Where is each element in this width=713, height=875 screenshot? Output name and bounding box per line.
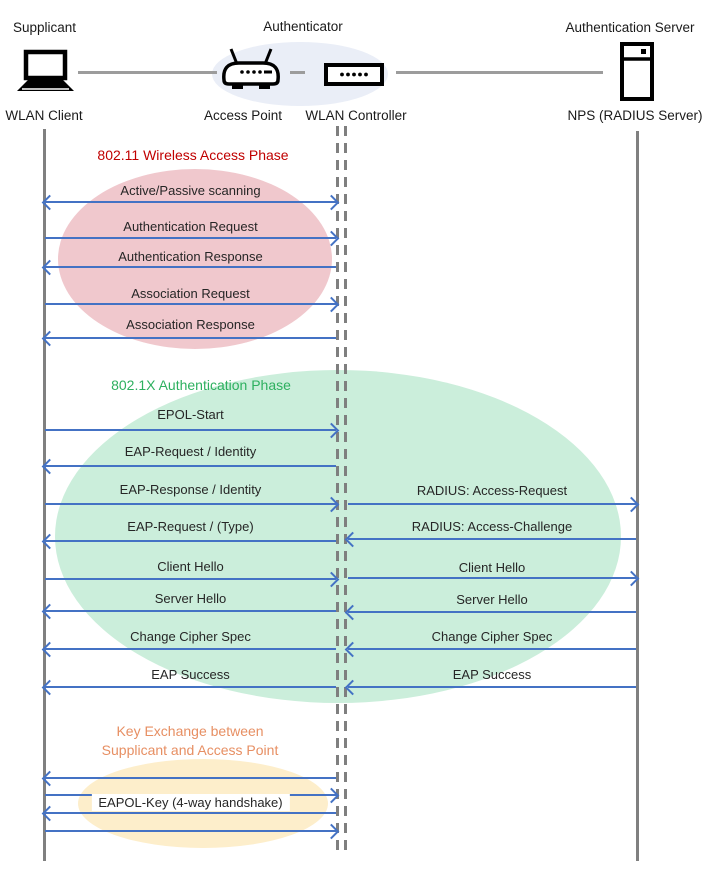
message-arrow [45, 540, 336, 542]
message-label: Association Response [126, 317, 255, 332]
node-wlan-client: WLAN Client [5, 108, 83, 123]
message-arrow [45, 465, 336, 467]
message-label: EAP Success [151, 667, 230, 682]
message-arrow [45, 686, 336, 688]
message-label: RADIUS: Access-Request [416, 483, 568, 498]
message-label: RADIUS: Access-Challenge [411, 519, 573, 534]
message-label: Active/Passive scanning [120, 183, 261, 198]
message-arrow [45, 610, 336, 612]
message-label: Server Hello [456, 592, 528, 607]
phase-title-key-exchange-line1: Key Exchange between [116, 723, 264, 739]
message-label: EAP-Response / Identity [119, 482, 262, 497]
role-authenticator: Authenticator [263, 19, 343, 34]
message-label: EAP-Request / (Type) [127, 519, 254, 534]
message-label: EAPOL-Key (4-way handshake) [91, 794, 289, 811]
message-arrow [45, 578, 336, 580]
message-arrow [45, 266, 336, 268]
message-arrow [45, 830, 336, 832]
radius-server-lifeline [636, 131, 639, 861]
message-arrow [348, 538, 636, 540]
message-arrow [45, 777, 336, 779]
node-nps-radius-server: NPS (RADIUS Server) [567, 108, 703, 123]
message-label: Change Cipher Spec [431, 629, 553, 644]
role-authentication-server: Authentication Server [565, 20, 695, 35]
connector-client-ap [78, 71, 217, 74]
laptop-icon [16, 49, 75, 94]
message-arrow [348, 577, 636, 579]
message-label: Authentication Request [123, 219, 258, 234]
message-arrow [348, 503, 636, 505]
message-label: EAP Success [452, 667, 532, 682]
message-arrow [45, 337, 336, 339]
server-icon [620, 42, 654, 101]
phase-title-80211-wireless-access: 802.11 Wireless Access Phase [97, 147, 289, 163]
phase-title-key-exchange [102, 722, 279, 760]
message-arrow [45, 429, 336, 431]
role-supplicant: Supplicant [13, 20, 77, 35]
phase-title-8021x-authentication: 802.1X Authentication Phase [111, 377, 291, 393]
message-label: Client Hello [157, 559, 224, 574]
message-arrow [348, 686, 636, 688]
connector-controller-server [396, 71, 603, 74]
message-label: Authentication Response [118, 249, 263, 264]
message-label: Server Hello [154, 591, 227, 606]
message-label: Association Request [131, 286, 250, 301]
message-label: EPOL-Start [157, 407, 224, 422]
access-point-icon [218, 46, 284, 92]
message-arrow [348, 648, 636, 650]
message-arrow [45, 812, 336, 814]
message-arrow [45, 303, 336, 305]
connector-ap-controller [290, 71, 305, 74]
message-label: Client Hello [458, 560, 526, 575]
message-label: EAP-Request / Identity [124, 444, 257, 459]
wlan-controller-icon [324, 63, 384, 86]
message-label: Change Cipher Spec [130, 629, 251, 644]
message-arrow [45, 503, 336, 505]
message-arrow [45, 648, 336, 650]
message-arrow [45, 201, 336, 203]
phase-title-key-exchange-line2: Supplicant and Access Point [101, 742, 279, 758]
node-access-point: Access Point [203, 108, 283, 123]
wlan-controller-lifeline-2 [344, 126, 347, 856]
node-wlan-controller: WLAN Controller [305, 108, 407, 123]
message-arrow [348, 611, 636, 613]
message-arrow [45, 237, 336, 239]
